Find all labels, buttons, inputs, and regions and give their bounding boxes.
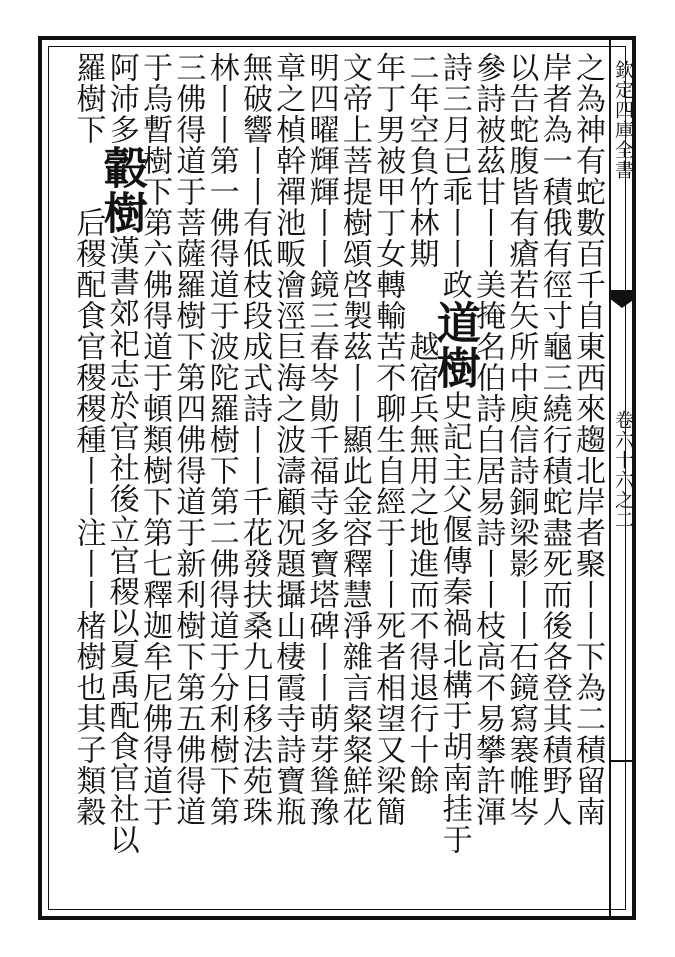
text-column: [368, 52, 406, 910]
margin-rule: [609, 760, 636, 768]
text-run: 章之楨幹禪池畈澮涇巨海之波濤顧况題攝山棲霞寺詩寶瓶: [270, 52, 306, 827]
text-run: 文帝上菩提樹頌啓製茲丨丨顯此金容釋慧淨雜言粲粲鮮花: [336, 52, 372, 827]
text-run: 林丨丨第一佛得道于波陀羅樹下第二佛得道于分利樹下第: [203, 52, 239, 827]
fishtail-mark-icon: [609, 290, 636, 314]
text-run: 二年空負竹林期 越宿兵無用之地進而不得退行十餘: [403, 52, 439, 796]
text-run: 羅樹下 后稷配食官稷稷種丨丨注丨丨楮樹也其子類穀: [70, 52, 106, 827]
text-column: [69, 52, 107, 910]
text-column: [335, 52, 373, 910]
text-column: [402, 52, 440, 910]
entry-heading: 道樹: [428, 300, 480, 390]
text-run: 岸者為一積俄有徑寸龜三繞行積蛇盡死而後各登其積野人: [536, 52, 572, 827]
text-run: 參詩被茲甘丨丨美掩名伯詩白居易詩丨丨枝高不易攀許渾: [470, 52, 506, 827]
text-run: 漢書郊祀志於官社後立官稷以夏禹配食官社以: [103, 235, 139, 855]
text-run: 三佛得道于菩薩羅樹下第四佛得道于新利樹下第五佛得道: [170, 52, 206, 827]
text-column: [235, 52, 273, 910]
text-column: [535, 52, 573, 910]
text-column: [168, 52, 206, 910]
text-run: 詩三月已乖丨丨政: [436, 52, 472, 300]
text-column: [95, 52, 147, 910]
text-column: [202, 52, 240, 910]
text-run: 以告蛇腹皆有瘡若矢所中庾信詩銅梁影丨丨石鏡寫褰帷岑: [503, 52, 539, 827]
volume-label: 卷六十六之二: [612, 410, 634, 530]
text-run: 無破響丨丨有低枝段成式詩丨丨千花發扶桑九日移法苑珠: [237, 52, 272, 827]
book-title: 欽定四庫全書: [612, 60, 634, 180]
text-run: 明四曜輝輝丨丨鏡三春岑勛千福寺多寶塔碑丨丨萌芽聳豫: [303, 52, 339, 827]
entry-heading: 轂樹: [95, 145, 147, 235]
text-run: 于烏暫樹下第六佛得道于頓類樹下第七釋迦牟尼佛得道于: [137, 52, 173, 827]
text-column: [568, 52, 606, 910]
text-column: [428, 52, 480, 910]
text-column: [302, 52, 340, 910]
text-column: [501, 52, 539, 910]
text-column: [468, 52, 506, 910]
text-column: [268, 52, 306, 910]
text-run: 之為神有蛇數百千自東西來趨北岸者聚丨丨下為二積留南: [570, 52, 605, 827]
text-run: 阿沛多: [103, 52, 139, 145]
text-run: 史記主父偃傳秦禍北構于胡南挂于: [436, 390, 472, 855]
text-run: 年丁男被甲丁女轉輸苦不聊生自經于丨丨死者相望又梁簡: [370, 52, 406, 827]
